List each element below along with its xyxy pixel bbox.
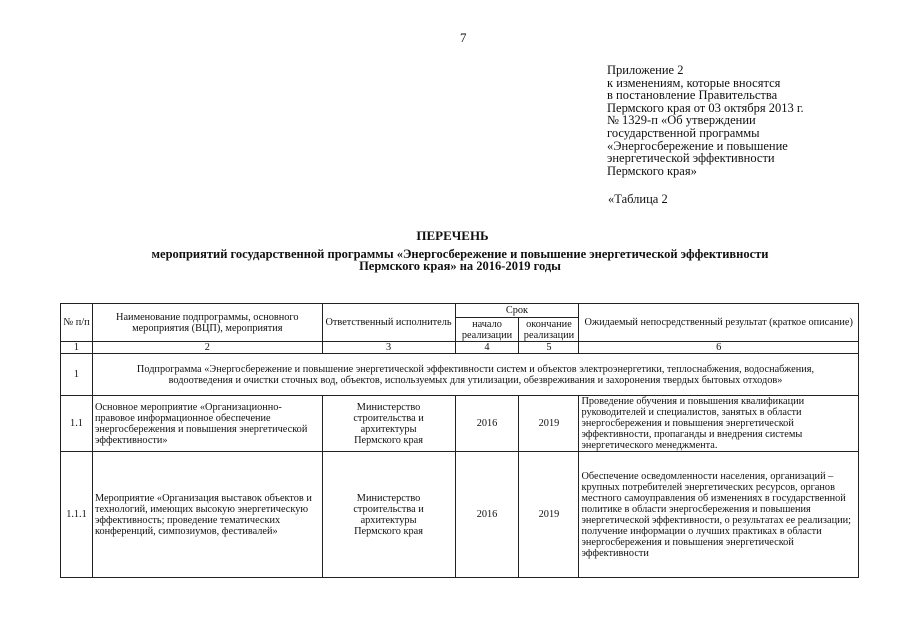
appendix-line: Пермского края от 03 октября 2013 г.	[607, 100, 804, 115]
row-num: 1.1	[61, 396, 93, 452]
document-subtitle: мероприятий государственной программы «Энергосбережение и повышение энергетической эффективности Пермского края» на 2016-2019 годы	[151, 247, 769, 273]
appendix-line: энергетической эффективности	[607, 151, 775, 166]
row-end: 2019	[519, 452, 579, 578]
header-term: Срок	[455, 304, 579, 318]
column-number: 3	[322, 342, 455, 354]
row-name: Мероприятие «Организация выставок объектов и технологий, имеющих высокую энергетическую эффективность; проведение тематических конференций, симпозиумов, фестивалей»	[92, 452, 322, 578]
column-number: 4	[455, 342, 519, 354]
header-end: окончание реализации	[519, 318, 579, 342]
header-result: Ожидаемый непосредственный результат (краткое описание)	[579, 304, 859, 342]
header-name: Наименование подпрограммы, основного мероприятия (ВЦП), мероприятия	[92, 304, 322, 342]
subprogram-text: Подпрограмма «Энергосбережение и повышение энергетической эффективности систем и объектов электроэнергетики, теплоснабжения, водоснабжения, водоотведения и очистки сточных вод, объектов, используемых для утилизации, обезвреживания и захоронения твердых бытовых отходов»	[92, 354, 858, 396]
column-number: 2	[92, 342, 322, 354]
row-result: Проведение обучения и повышения квалификации руководителей и специалистов, занятых в области энергосбережения и повышения энергетической эффективности, пропаганды и внедрения системы энергетического менеджмента.	[579, 396, 859, 452]
row-start: 2016	[455, 452, 519, 578]
subprogram-row	[61, 354, 859, 396]
appendix-line: Приложение 2	[607, 63, 684, 77]
table-row	[61, 452, 859, 578]
row-end: 2019	[519, 396, 579, 452]
row-num: 1.1.1	[61, 452, 93, 578]
appendix-line: к изменениям, которые вносятся	[607, 75, 781, 90]
row-start: 2016	[455, 396, 519, 452]
header-num: № п/п	[61, 304, 93, 342]
appendix-line: Пермского края»	[607, 163, 697, 178]
column-number: 6	[579, 342, 859, 354]
row-executor: Министерство строительства и архитектуры Пермского края	[322, 396, 455, 452]
page-number: 7	[460, 30, 467, 45]
appendix-line: в постановление Правительства	[607, 88, 778, 103]
appendix-line: № 1329-п «Об утверждении	[607, 113, 756, 128]
header-start: начало реализации	[455, 318, 519, 342]
row-executor: Министерство строительства и архитектуры Пермского края	[322, 452, 455, 578]
measures-table	[60, 303, 859, 578]
table-row	[61, 396, 859, 452]
table-label: «Таблица 2	[608, 192, 668, 206]
row-result: Обеспечение осведомленности населения, организаций – крупных потребителей энергетических ресурсов, органов местного самоуправления об изменениях в государственной политике в области энергосбережения и повышения энергетической эффективности, о результатах ее реализации; получение информации о лучших практиках в области энергосбережения и повышения энергетической эффективности	[579, 452, 859, 578]
appendix-line: государственной программы	[607, 125, 760, 140]
header-executor: Ответственный исполнитель	[322, 304, 455, 342]
document-title: ПЕРЕЧЕНЬ	[416, 228, 489, 243]
column-number: 1	[61, 342, 93, 354]
appendix-header	[607, 64, 804, 177]
column-number: 5	[519, 342, 579, 354]
subprogram-num: 1	[61, 354, 93, 396]
row-name: Основное мероприятие «Организационно-правовое информационное обеспечение энергосбережения и повышения энергетической эффективности»	[92, 396, 322, 452]
appendix-line: «Энергосбережение и повышение	[607, 138, 788, 153]
